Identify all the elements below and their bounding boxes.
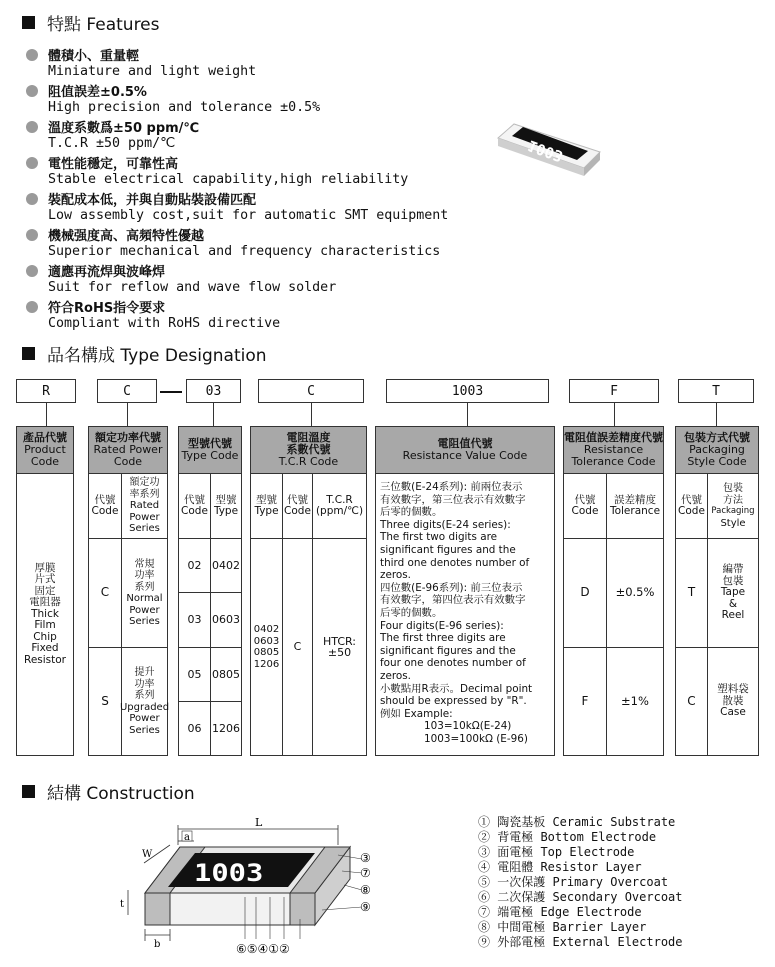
gray-dot-icon [26,193,38,205]
feature-en: Suit for reflow and wave flow solder [48,280,337,295]
block-resistance-code: 電阻值代號 Resistance Value Code 三位數(E-24系列): 前兩位表示 有效數字，第三位表示有效數字 后零的個數。 Three digits(E-24 series): The first two digits are significant figures and the third one denotes number of zeros. 四位數(E-96系列): 前三位表示 有效數字，第四位表示有效數字 后零的個數。 Four digits(E-96 series): The first three digits are significant figures and the four one denotes number of zeros. 小數點用R表示。Decimal point should be expressed by "R". 例如 Example: 103=10kΩ(E-24) 1003=100kΩ (E-96) [375,426,555,756]
code-box-tolerance: F [569,379,659,403]
block-type-code: 型號代號 Type Code 代號 Code 型號 Type 02 0402 03 0603 05 0805 06 1206 [178,426,242,756]
feature-item [26,46,486,81]
resistance-line: The first three digits are [380,632,506,645]
feature-item [26,82,486,117]
resistance-line: 三位數(E-24系列): 前兩位表示 [380,481,523,493]
svg-text:t: t [120,899,125,910]
block-power-code: 額定功率代號 Rated Power Code 代號 Code 額定功 率系列 Rated Power Series C 常規 功率 系列 Normal Power Series S 提升 功率 系列 Upgraded Power Series [88,426,168,756]
gray-dot-icon [26,265,38,277]
product-description: 厚膜 片式 固定 電阻器 Thick Film Chip Fixed Resistor [24,561,66,666]
svg-text:⑥⑤④①②: ⑥⑤④①② [236,942,290,956]
feature-en: Compliant with RoHS directive [48,316,281,331]
svg-text:1003: 1003 [194,859,264,888]
resistance-line: The first two digits are [380,531,498,544]
resistance-example: 103=10kΩ(E-24) [424,720,512,733]
resistance-line: four one denotes number of [380,657,526,670]
chip-resistor-image [492,116,607,191]
legend-item: ⑥ 二次保護 Secondary Overcoat [478,890,683,904]
feature-zh: 溫度系數爲±50 ppm/℃ [48,121,200,136]
section-type-title: 品名構成 Type Designation [22,341,267,366]
block-product-code: 產品代號 Product Code 厚膜 片式 固定 電阻器 Thick Film Chip Fixed Resistor [16,426,74,756]
code-box-tcr: C [258,379,364,403]
gray-dot-icon [26,49,38,61]
feature-zh: 適應再流焊與波峰焊 [48,265,166,280]
feature-en: Low assembly cost,suit for automatic SMT equipment [48,208,449,223]
code-box-power: C [97,379,157,403]
resistance-line: third one denotes number of [380,556,530,569]
svg-text:a: a [184,832,190,843]
feature-en: T.C.R ±50 ppm/℃ [48,136,176,151]
block-packaging-code: 包裝方式代號 Packaging Style Code 代號 Code 包裝 方法 Packaging Style T 編帶 包裝 Tape & Reel C 塑料袋 散裝 Case [675,426,759,756]
resistance-line: 有效數字，第三位表示有效數字 [380,493,526,506]
code-dash [160,391,182,393]
svg-text:⑧: ⑧ [360,883,371,897]
feature-en: Stable electrical capability,high reliability [48,172,409,187]
resistance-line: zeros. [380,569,411,582]
section-features-title: 特點 Features [22,10,160,35]
legend-item: ① 陶瓷基板 Ceramic Substrate [478,815,676,829]
resistance-line: zeros. [380,669,411,682]
resistance-line: should be expressed by "R". [380,695,527,708]
construction-diagram [110,815,375,960]
feature-zh: 阻值誤差±0.5% [48,85,147,100]
resistance-line: 后零的個數。 [380,506,443,519]
square-bullet-icon [22,16,35,29]
gray-dot-icon [26,85,38,97]
code-box-packaging: T [678,379,754,403]
resistance-line: 有效數字，第四位表示有效數字 [380,594,526,607]
square-bullet-icon [22,347,35,360]
features-list [26,46,486,334]
square-bullet-icon [22,785,35,798]
resistance-line: Four digits(E-96 series): [380,619,504,632]
feature-item [26,262,486,297]
legend-item: ③ 面電極 Top Electrode [478,845,635,859]
code-box-type: 03 [186,379,241,403]
svg-text:⑦: ⑦ [360,866,371,880]
construction-legend [478,815,683,950]
feature-zh: 裝配成本低，并與自動貼裝設備匹配 [48,193,257,208]
feature-item [26,226,486,261]
legend-item: ⑧ 中間電極 Barrier Layer [478,920,647,934]
resistance-line: 四位數(E-96系列): 前三位表示 [380,581,523,594]
resistance-line: Three digits(E-24 series): [380,518,511,531]
gray-dot-icon [26,121,38,133]
resistance-line: significant figures and the [380,644,516,657]
feature-item [26,190,486,225]
svg-text:L: L [255,816,263,829]
resistance-line: 后零的個數。 [380,606,443,619]
code-box-product: R [16,379,76,403]
feature-en: Superior mechanical and frequency characteristics [48,244,441,259]
gray-dot-icon [26,157,38,169]
legend-item: ② 背電極 Bottom Electrode [478,830,657,844]
legend-item: ④ 電阻體 Resistor Layer [478,860,642,874]
feature-item [26,118,486,153]
legend-item: ⑦ 端電極 Edge Electrode [478,905,642,919]
feature-en: High precision and tolerance ±0.5% [48,100,321,115]
feature-item [26,154,486,189]
svg-text:⑨: ⑨ [360,900,371,914]
resistance-line: 例如 Example: [380,707,453,720]
chip-marking: 1003 [525,136,566,166]
feature-zh: 體積小、重量輕 [48,49,140,64]
feature-zh: 機械强度高、高頻特性優越 [48,229,205,244]
feature-zh: 電性能穩定，可靠性高 [48,157,179,172]
gray-dot-icon [26,229,38,241]
block-tolerance-code: 電阻值誤差精度代號 Resistance Tolerance Code 代號 Code 誤差精度 Tolerance D ±0.5% F ±1% [563,426,664,756]
legend-item: ⑨ 外部電極 External Electrode [478,935,683,949]
resistance-line: significant figures and the [380,543,516,556]
section-construction-title: 結構 Construction [22,779,195,804]
code-box-resistance: 1003 [386,379,549,403]
svg-text:③: ③ [360,851,371,865]
svg-text:W: W [142,849,153,860]
gray-dot-icon [26,301,38,313]
svg-text:b: b [154,939,161,950]
resistance-line: 小數點用R表示。Decimal point [380,682,533,695]
feature-zh: 符合RoHS指令要求 [48,301,166,316]
feature-en: Miniature and light weight [48,64,257,79]
resistance-example: 1003=100kΩ (E-96) [424,732,528,745]
block-tcr-code: 電阻溫度 系數代號 T.C.R Code 型號 Type 代號 Code T.C.R (ppm/℃) 0402 0603 0805 1206 C HTCR: ±50 [250,426,367,756]
legend-item: ⑤ 一次保護 Primary Overcoat [478,875,669,889]
feature-item [26,298,486,333]
resistance-description [380,481,552,745]
